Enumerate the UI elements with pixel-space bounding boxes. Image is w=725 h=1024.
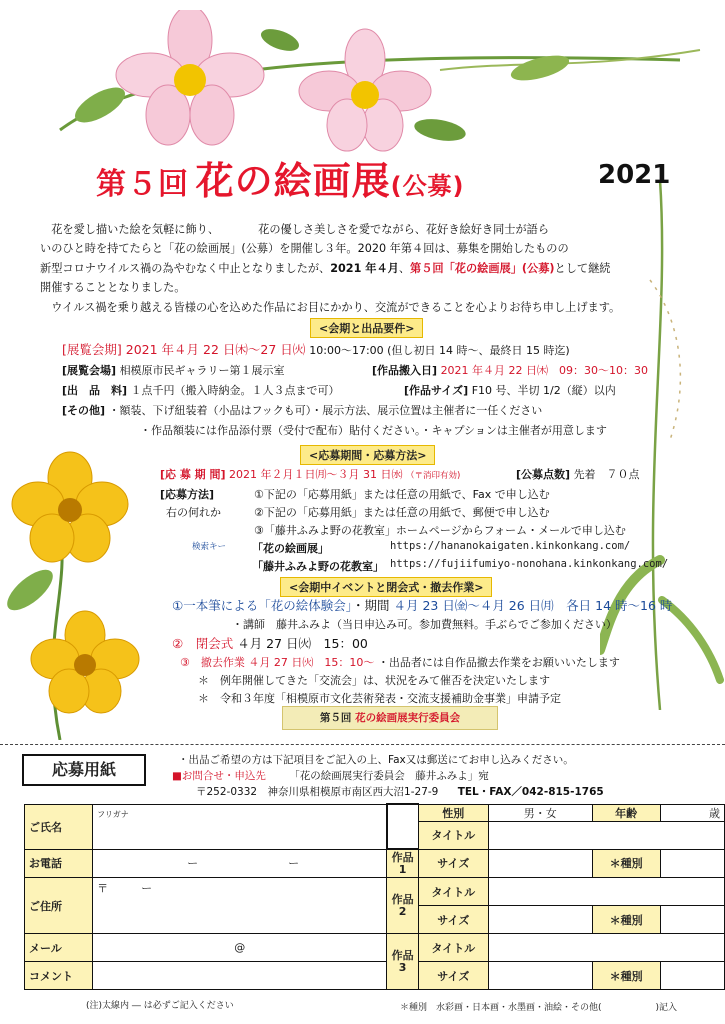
gender-field[interactable]: 男・女 (488, 804, 592, 821)
committee-box: 第５回 花の絵画展実行委員会 (282, 706, 498, 730)
method-1: ①下記の「応募用紙」または任意の用紙で、Fax で申し込む (254, 488, 550, 501)
site2-name: 「藤井ふみよ野の花教室」 (252, 560, 384, 573)
work1-title-field[interactable] (488, 821, 724, 849)
name-field[interactable]: フリガナ (93, 804, 387, 849)
cut-line (0, 744, 725, 745)
work3-title-field[interactable] (488, 934, 724, 962)
work3-size-field[interactable] (488, 962, 592, 990)
comment-field[interactable] (93, 962, 387, 990)
intro-line-4: 開催することとなりました。 (40, 281, 186, 295)
form-title: 応募用紙 (22, 754, 146, 786)
form-footer-note: (注)太線内 ― は必ずご記入ください (86, 1001, 234, 1011)
event1-detail: ・講師 藤井ふみよ（当日申込み可。参加費無料。手ぶらでご参加ください） (232, 618, 617, 631)
event3-row: ③ 撤去作業 ４月 27 日㈫ 15：10〜 ・出品者には自作品撤去作業をお願いいたします (180, 656, 620, 669)
section3-header: <会期中イベントと閉会式・撤去作業> (280, 577, 492, 597)
method-label: [応募方法] (160, 488, 215, 501)
title-number: 第５回 (96, 167, 189, 202)
site1-name: 「花の絵画展」 (252, 542, 329, 555)
address-label: ご住所 (25, 878, 93, 934)
age-label: 年齢 (592, 804, 660, 821)
comment-label: コメント (25, 962, 93, 990)
intro-line-5: ウイルス禍を乗り越える皆様の心を込めた作品にお目にかかり、交流ができることを心よりお待ち申し上げます。 (40, 300, 621, 314)
work2-title-field[interactable] (488, 878, 724, 906)
age-field[interactable]: 歳 (660, 804, 724, 821)
work3-label: 作品 3 (387, 934, 418, 990)
gender-label: 性別 (418, 804, 488, 821)
search-key-label: 検索キー (192, 542, 227, 552)
pink-flower-illustration (20, 10, 720, 160)
mail-field[interactable]: @ (93, 934, 387, 962)
work3-size-label: サイズ (418, 962, 488, 990)
size-row: [作品サイズ] F10 号、半切 1/2（縦）以内 (404, 384, 616, 397)
work3-kind-label: ＊種別 (592, 962, 660, 990)
event1-row: ①一本筆による「花の絵体験会」・期間 ４月 23 日㈮〜４月 26 日㈪ 各日 14 時〜16 時 (172, 598, 673, 613)
title-main: 花の絵画展 (195, 159, 391, 203)
event2-row: ② 閉会式 ４月 27 日㈫ 15：00 (172, 636, 368, 651)
title-sub: (公募) (390, 172, 465, 200)
note-1: ＊ 例年開催してきた「交流会」は、状況をみて催否を決定いたします (198, 674, 550, 687)
intro-text (40, 220, 690, 317)
note-2: ＊ 令和３年度「相模原市文化芸術発表・交流支援補助金事業」申請予定 (198, 692, 561, 705)
venue-row: [展覧会場] 相模原市民ギャラリー第１展示室 (62, 364, 285, 377)
mail-label: メール (25, 934, 93, 962)
address-row: 〒252-0332 神奈川県相模原市南区西大沼1-27-9 TEL・FAX／042-815-1765 (196, 786, 604, 798)
method-2: ②下記の「応募用紙」または任意の用紙で、郵便で申し込む (254, 506, 550, 519)
other-row-2: ・作品額装には作品添付票（受付で配布）貼付ください。・キャプションは主催者が用意します (140, 424, 607, 437)
work1-size-field[interactable] (488, 849, 592, 878)
work2-kind-label: ＊種別 (592, 906, 660, 934)
work1-kind-label: ＊種別 (592, 849, 660, 878)
method-note: 右の何れか (166, 506, 221, 519)
form-footer-kind: ＊種別 水彩画・日本画・水墨画・油絵・その他( )記入 (400, 1003, 678, 1013)
other-row-1: [その他] ・額装、下げ紐装着（小品はフックも可）・展示方法、展示位置は主催者に一任ください (62, 404, 543, 417)
work3-kind-field[interactable] (660, 962, 724, 990)
form-instruction: ・出品ご希望の方は下記項目をご記入の上、Fax又は郵送にてお申し込みください。 (178, 754, 574, 766)
phone-label: お電話 (25, 849, 93, 878)
application-form-table (24, 803, 725, 990)
intro-line-3: 新型コロナウイルス禍の為やむなく中止となりましたが、2021 年４月、第５回「花の絵画展」(公募)として継続 (40, 261, 611, 275)
work2-kind-field[interactable] (660, 906, 724, 934)
title-year: 2021 (598, 160, 671, 190)
delivery-row: [作品搬入日] 2021 年４月 22 日㈭ 09：30〜10：30 (372, 364, 649, 377)
contact-row: ■お問合せ・申込先 「花の絵画展実行委員会 藤井ふみよ」宛 (172, 770, 489, 782)
section1-header: <会期と出品要件> (310, 318, 423, 338)
intro-line-1: 花を愛し描いた絵を気軽に飾り、 花の優しさ美しさを愛でながら、花好き絵好き同士が語ら (40, 223, 550, 236)
application-period-row: [応 募 期 間] 2021 年２月１日㈪〜３月 31 日㈬ （〒消印有効) (160, 468, 461, 481)
work1-title-label: タイトル (418, 821, 488, 849)
fee-row: [出 品 料] １点千円（搬入時納金。１人３点まで可） (62, 384, 340, 397)
phone-field[interactable]: ー ー (93, 849, 387, 878)
yellow-flower-illustration (0, 440, 160, 740)
work2-title-label: タイトル (418, 878, 488, 906)
section2-header: <応募期間・応募方法> (300, 445, 435, 465)
count-row: [公募点数] 先着 ７０点 (516, 468, 640, 481)
site1-url[interactable]: https://hananokaigaten.kinkonkang.com/ (390, 540, 631, 552)
work1-label: 作品 1 (387, 849, 418, 878)
work2-size-label: サイズ (418, 906, 488, 934)
method-3: ③「藤井ふみよ野の花教室」ホームページからフォーム・メールで申し込む (254, 524, 626, 537)
page-title (96, 150, 465, 205)
work2-size-field[interactable] (488, 906, 592, 934)
period-row: [展覧会期] 2021 年４月 22 日㈭〜27 日㈫ 10:00〜17:00 (但し初日 14 時〜、最終日 15 時迄) (62, 342, 570, 357)
work1-size-label: サイズ (418, 849, 488, 878)
name-label: ご氏名 (25, 804, 93, 849)
address-field[interactable]: 〒 ー (93, 878, 387, 934)
work3-title-label: タイトル (418, 934, 488, 962)
work1-kind-field[interactable] (660, 849, 724, 878)
intro-line-2: いのひと時を持てたらと「花の絵画展」(公募）を開催し３年。2020 年第４回は、募集を開始したものの (40, 242, 569, 256)
work2-label: 作品 2 (387, 878, 418, 934)
site2-url[interactable]: https://fujiifumiyo-nonohana.kinkonkang.com/ (390, 558, 669, 570)
